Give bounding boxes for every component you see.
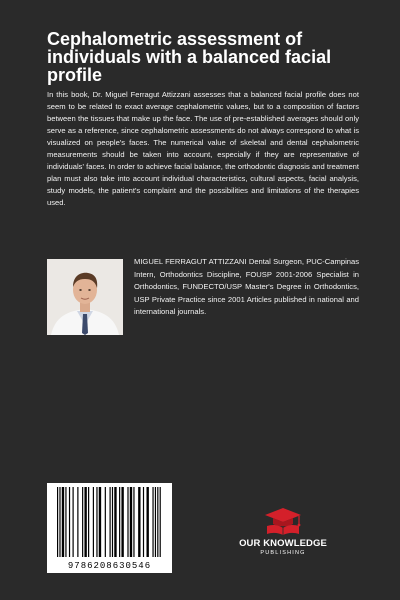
book-title: Cephalometric assessment of individuals with a balanced facial profile: [47, 29, 332, 85]
book-description: In this book, Dr. Miguel Ferragut Attizzani assesses that a balanced facial profile does not seem to be related to exact average cephalometric values, but to a composition of factors between the tissues that make up the face. The use of pre-established averages should only serve as a reference, since cephalometric assessments do not always correspond to what is visualized on people's faces. The numerical value of skeletal and dental cephalometric measurements should be taken into account, especially if they are representative of individuals' faces. In order to achieve facial balance, the orthodontic diagnosis and treatment plan must also take into account individual characteristics, cultural aspects, facial analysis, study models, the patient's complaint and the possibilities and limitations of the therapies used.: [47, 90, 359, 207]
barcode-bar: [57, 487, 58, 557]
author-photo: [47, 259, 123, 335]
isbn-barcode: [47, 483, 172, 573]
barcode-bar: [93, 487, 94, 557]
barcode-bar: [112, 487, 113, 557]
barcode-bar: [119, 487, 120, 557]
barcode-bar: [130, 487, 132, 557]
barcode-bar: [143, 487, 144, 557]
publisher-logo: [231, 506, 335, 556]
barcode-bar: [73, 487, 74, 557]
author-portrait-icon: [47, 259, 123, 335]
graduation-cap-book-icon: [263, 506, 303, 536]
barcode-bar: [105, 487, 106, 557]
barcode-bar: [62, 487, 64, 557]
barcode-bar: [152, 487, 153, 557]
barcode-bar: [114, 487, 116, 557]
barcode-bar: [157, 487, 158, 557]
barcode-bar: [127, 487, 128, 557]
barcode-bar: [160, 487, 161, 557]
barcode-bar: [138, 487, 140, 557]
publisher-name: OUR KNOWLEDGE: [239, 538, 327, 549]
barcode-bar: [88, 487, 89, 557]
barcode-bar: [96, 487, 97, 557]
barcode-bar: [99, 487, 101, 557]
barcode-icon: [47, 487, 172, 563]
barcode-bar: [146, 487, 148, 557]
author-bio: MIGUEL FERRAGUT ATTIZZANI Dental Surgeon, PUC-Campinas Intern, Orthodontics Discipline, FOUSP 2001-2006 Specialist in Orthodontics, FUNDECTO/USP Master's Degree in Orthodontics, USP Private Practice since 2001 Articles published in national and international journals.: [134, 257, 359, 317]
publisher-tagline: PUBLISHING: [260, 550, 306, 556]
barcode-bar: [65, 487, 66, 557]
barcode-bar: [155, 487, 156, 557]
barcode-bar: [69, 487, 70, 557]
barcode-bar: [82, 487, 83, 557]
barcode-bar: [133, 487, 134, 557]
barcode-bar: [77, 487, 78, 557]
barcode-bar: [121, 487, 123, 557]
barcode-bar: [110, 487, 111, 557]
isbn-number: 9786208630546: [67, 561, 152, 571]
barcode-bar: [84, 487, 86, 557]
barcode-bar: [59, 487, 60, 557]
